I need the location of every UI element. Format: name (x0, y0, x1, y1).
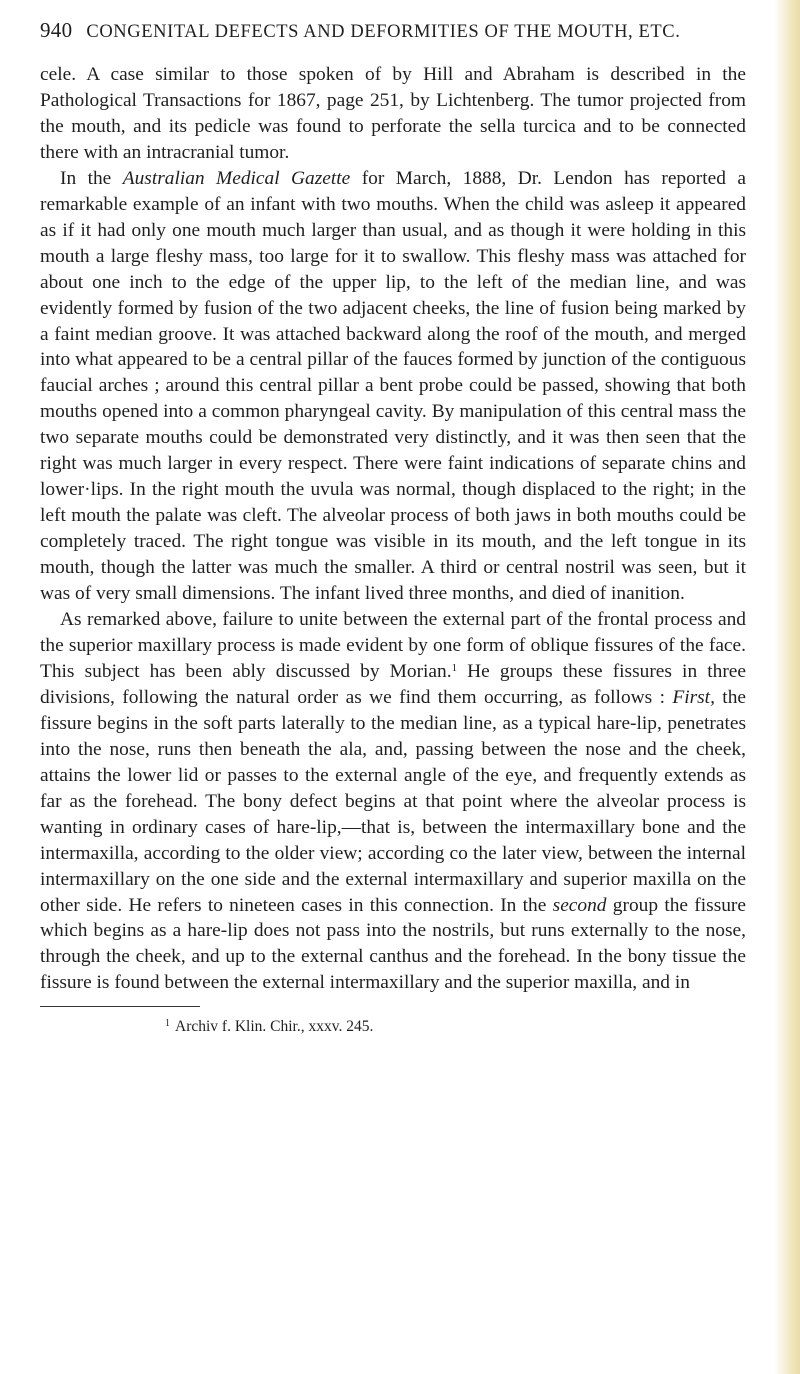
paragraph-3-mid: He groups these fissures in three divisions, following the natural order as we find them occurring, as follows : (40, 660, 746, 708)
paragraph-3-end: group the fissure which begins as a hare-lip does not pass into the nostrils, but runs externally to the nose, through the cheek, and up to the external canthus and the forehead. In the bony tissue the fissure is found between the external intermaxillary and the superior maxilla, and in (40, 894, 747, 994)
journal-title: Australian Medical Gazette (122, 167, 351, 189)
footnote-reference: 1 (451, 661, 458, 674)
chapter-title: CONGENITAL DEFECTS AND DEFORMITIES OF THE MOUTH, ETC. (86, 22, 681, 42)
footnote (165, 1017, 746, 1037)
page-edge-shading (774, 0, 800, 1374)
footnote-marker: 1 (165, 1018, 170, 1030)
paragraph-3-start: As remarked above, failure to unite between the external part of the frontal process and the superior maxillary process is made evident by one form of oblique fissures of the face. This subject has been ably discussed by Morian. (40, 609, 746, 682)
page-number: 940 (40, 18, 73, 42)
running-head (40, 18, 746, 48)
paragraph-3-mid2: the fissure begins in the soft parts laterally to the median line, as a typical hare-lip, penetrates into the nose, runs then beneath the ala, and, passing between the nose and the cheek, attains the lower lid or passes to the external angle of the eye, and frequently extends as far as the forehead. The bony defect begins at that point where the alveolar process is wanting in ordinary cases of hare-lip,—that is, between the intermaxillary bone and the intermaxilla, according to the older view; according co the later view, between the internal intermaxillary on the one side and the external intermaxillary and superior maxilla on the other side. He refers to nineteen cases in this connection. In the (40, 686, 746, 916)
book-page (40, 18, 746, 1037)
paragraph-1-text: cele. A case similar to those spoken of by Hill and Abraham is described in the Pathological Transactions for 1867, page 251, by Lichtenberg. The tumor projected from the mouth, and its pedicle was found to perforate the sella turcica and to be connected there with an intracranial tumor. (40, 64, 746, 163)
first-group-label: First, (672, 686, 715, 708)
paragraph-2-rest: for March, 1888, Dr. Lendon has reported a remarkable example of an infant with two mouths. When the child was asleep it appeared as if it had only one mouth much larger than usual, and as though it were holding in this mouth a large fleshy mass, too large for it to swallow. This fleshy mass was attached for about one inch to the edge of the upper lip, to the left of the median line, and was evidently formed by fusion of the two adjacent cheeks, the line of fusion being marked by a faint median groove. It was attached backward along the roof of the mouth, and merged into what appeared to be a central pillar of the fauces formed by junction of the contiguous faucial arches ; around this central pillar a bent probe could be passed, showing that both mouths opened into a common pharyngeal cavity. By manipulation of this central mass the two separate mouths could be demonstrated very distinctly, and it was then seen that the right was much larger in every respect. There were faint indications of separate chins and lower·lips. In the right mouth the uvula was normal, though displaced to the right; in the left mouth the palate was cleft. The alveolar process of both jaws in both mouths could be completely traced. The right tongue was visible in its mouth, and the left tongue in its mouth, though the latter was much the smaller. A third or central nostril was seen, but it was of very small dimensions. The infant lived three months, and died of inanition. (40, 167, 747, 605)
second-group-label: second (552, 894, 607, 916)
footnote-rule (40, 1006, 200, 1007)
paragraph-3 (40, 607, 746, 996)
paragraph-2 (40, 166, 746, 607)
body-text (40, 62, 746, 996)
footnote-text: Archiv f. Klin. Chir., xxxv. 245. (175, 1018, 374, 1036)
paragraph-2-start: In the (60, 167, 123, 189)
paragraph-1 (40, 62, 746, 166)
